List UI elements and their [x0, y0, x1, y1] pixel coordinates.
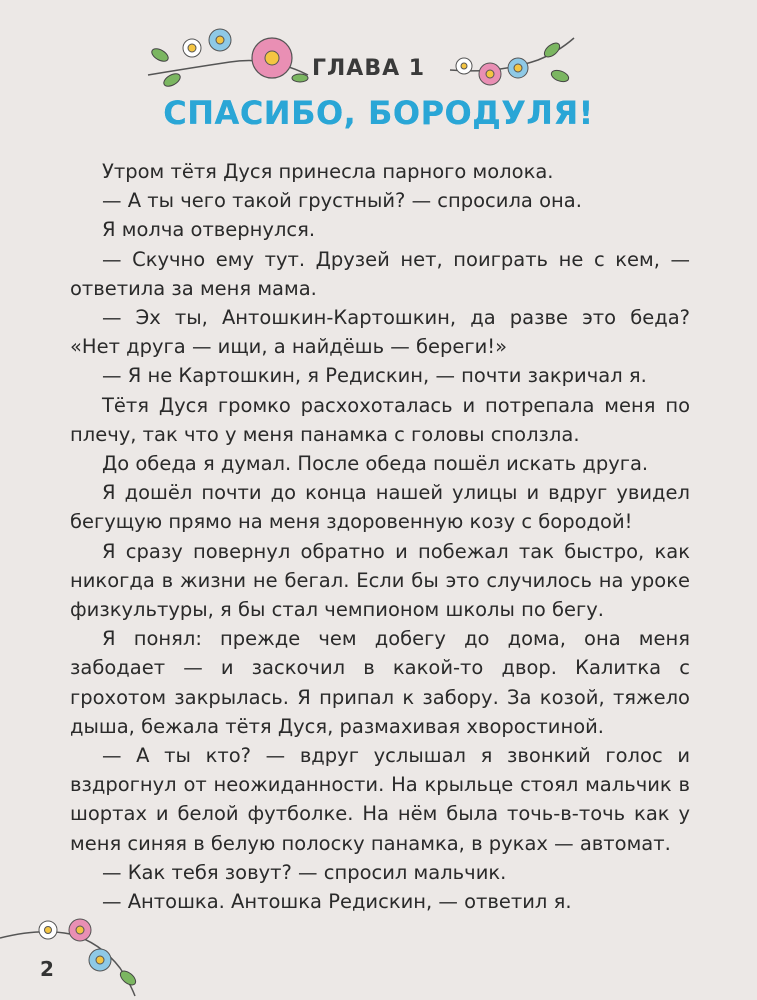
chapter-number: ГЛАВА 1	[312, 56, 426, 81]
floral-decoration-top-left-icon	[140, 20, 310, 95]
paragraph: Тётя Дуся громко расхохоталась и потрепала меня по плечу, так что у меня панамка с головы сползла.	[70, 393, 690, 446]
page-number: 2	[40, 957, 54, 981]
paragraph: — А ты кто? — вдруг услышал я звонкий голос и вздрогнул от неожиданности. На крыльце стоял мальчик в шортах и белой футболке. На нём была точь-в-точь как у меня синяя в белую полоску панамка, в руках — автомат.	[70, 744, 690, 855]
paragraph: Я сразу повернул обратно и побежал так быстро, как никогда в жизни не бегал. Если бы это случилось на уроке физкультуры, я бы стал чемпионом школы по бегу.	[70, 539, 690, 622]
floral-decoration-bottom-left-icon	[0, 908, 150, 998]
paragraph: — А ты чего такой грустный? — спросила она.	[102, 189, 582, 213]
paragraph: Я дошёл почти до конца нашей улицы и вдруг увидел бегущую прямо на меня здоровенную козу с бородой!	[70, 481, 690, 534]
paragraph: Я понял: прежде чем добегу до дома, она меня забодает — и заскочил в какой-то двор. Калитка с грохотом закрылась. Я припал к забору. За козой, тяжело дыша, бежала тётя Дуся, размахивая хворостиной.	[70, 627, 690, 738]
floral-decoration-top-right-icon	[448, 30, 578, 95]
paragraph: До обеда я думал. После обеда пошёл искать друга.	[102, 452, 649, 476]
paragraph: — Я не Картошкин, я Редискин, — почти закричал я.	[102, 364, 647, 388]
paragraph: — Антошка. Антошка Редискин, — ответил я.	[102, 890, 572, 914]
chapter-title: СПАСИБО, БОРОДУЛЯ!	[163, 94, 594, 132]
paragraph: Утром тётя Дуся принесла парного молока.	[102, 160, 554, 183]
paragraph: Я молча отвернулся.	[102, 218, 316, 242]
paragraph: — Скучно ему тут. Друзей нет, поиграть не с кем, — ответила за меня мама.	[70, 247, 690, 300]
paragraph: — Эх ты, Антошкин-Картошкин, да разве это беда? «Нет друга — ищи, а найдёшь — береги!»	[70, 306, 690, 359]
paragraph: — Как тебя зовут? — спросил мальчик.	[102, 860, 507, 884]
story-text	[70, 157, 690, 916]
